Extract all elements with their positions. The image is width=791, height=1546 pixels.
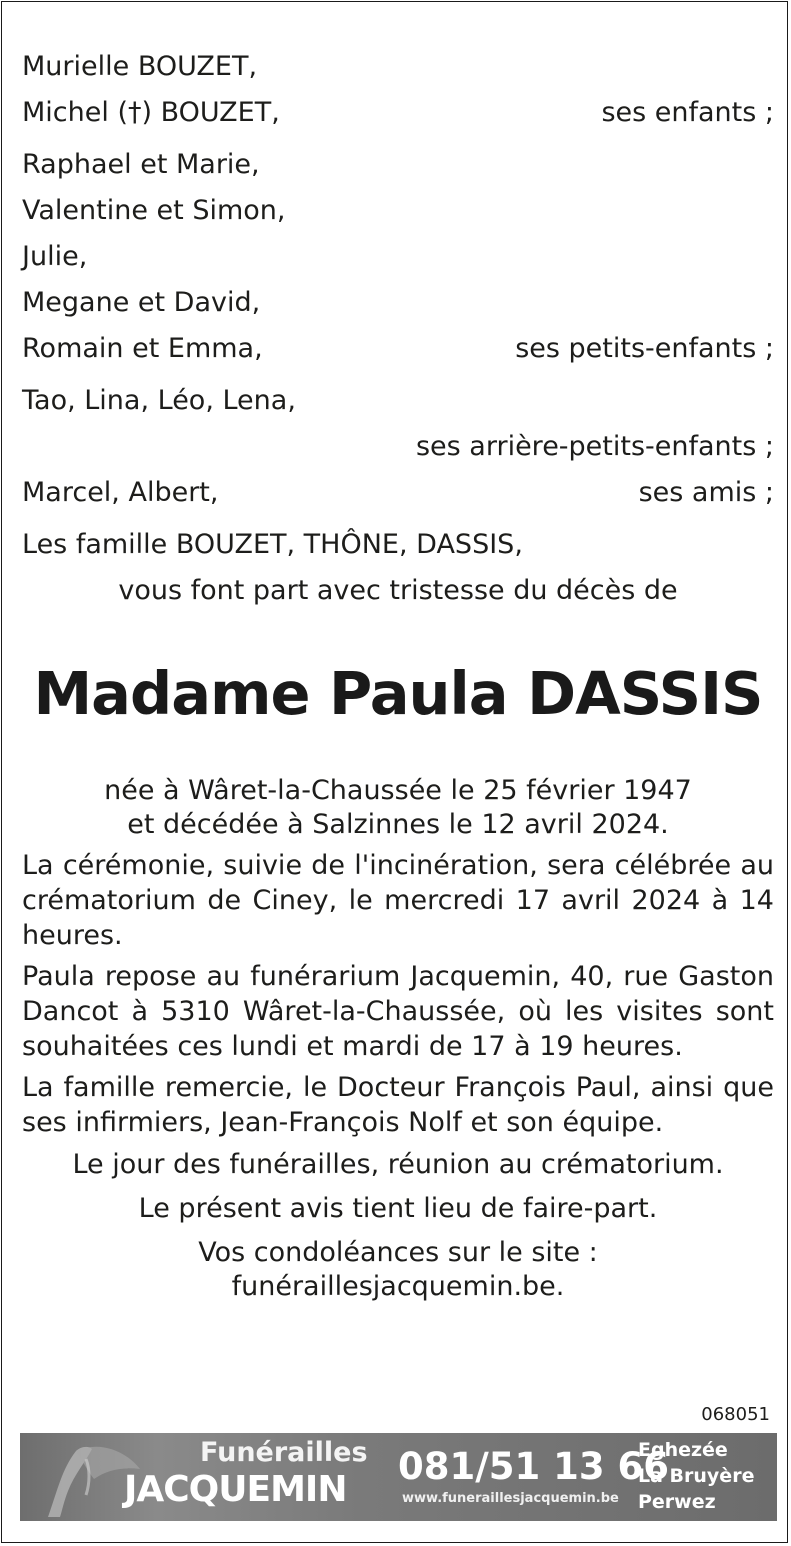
- thanks-paragraph: La famille remercie, le Docteur François Paul, ainsi que ses infirmiers, Jean-François Nolf et son équipe.: [22, 1072, 774, 1138]
- funeral-home-banner: [20, 1433, 777, 1521]
- grandchild-line: [22, 142, 774, 188]
- grandchild-name: Romain et Emma,: [22, 333, 263, 364]
- friends-role: ses amis ;: [638, 477, 774, 508]
- repose-paragraph: Paula repose au funérarium Jacquemin, 40, rue Gaston Dancot à 5310 Wâret-la-Chaussée, où les visites sont souhaitées ces lundi et mardi de 17 à 19 heures.: [22, 961, 774, 1062]
- death-line: et décédée à Salzinnes le 12 avril 2024.: [127, 809, 669, 840]
- grandchild-line: [22, 234, 774, 280]
- great-grandchild-line: [22, 378, 774, 424]
- grandchild-line: [22, 188, 774, 234]
- friends-names: Marcel, Albert,: [22, 477, 219, 508]
- condolences-site: funéraillesjacquemin.be.: [231, 1271, 565, 1302]
- location-perwez: Perwez: [638, 1491, 716, 1513]
- grandchild-name: Megane et David,: [22, 287, 261, 318]
- families-line: [22, 522, 774, 568]
- condolences-line: Vos condoléances sur le site :: [198, 1237, 598, 1268]
- great-grandchild-names: Tao, Lina, Léo, Lena,: [22, 385, 296, 416]
- grandchild-line: [22, 280, 774, 326]
- phone-number: 081/51 13 66: [398, 1445, 669, 1488]
- grandchild-name: Julie,: [22, 241, 88, 272]
- location-la-bruyere: La Bruyère: [638, 1465, 755, 1487]
- grandchild-name: Valentine et Simon,: [22, 195, 286, 226]
- location-eghezee: Eghezée: [638, 1439, 728, 1461]
- friends-line: [22, 470, 774, 516]
- meeting-line: Le jour des funérailles, réunion au crématorium.: [72, 1149, 724, 1180]
- great-grandchildren-block: [22, 378, 774, 470]
- child-name: Michel (†) BOUZET,: [22, 97, 280, 128]
- website-link[interactable]: www.funeraillesjacquemin.be: [402, 1491, 619, 1506]
- families-names: Les famille BOUZET, THÔNE, DASSIS,: [22, 529, 523, 560]
- deceased-name: Madame Paula DASSIS: [33, 659, 763, 728]
- children-line-2: [22, 90, 774, 136]
- grandchild-line: [22, 326, 774, 372]
- announcement: vous font part avec tristesse du décès de: [118, 575, 678, 606]
- children-line-1: [22, 44, 774, 90]
- great-grandchildren-role: ses arrière-petits-enfants ;: [415, 431, 774, 462]
- reference-number: 068051: [701, 1404, 770, 1425]
- brand-name: JACQUEMIN: [124, 1469, 347, 1510]
- ceremony-paragraph: La cérémonie, suivie de l'incinération, sera célébrée au crématorium de Ciney, le mercredi 17 avril 2024 à 14 heures.: [22, 850, 774, 951]
- notice-line: Le présent avis tient lieu de faire-part.: [138, 1193, 658, 1224]
- child-name: Murielle BOUZET,: [22, 51, 258, 82]
- birth-line: née à Wâret-la-Chaussée le 25 février 1947: [104, 775, 692, 806]
- children-role: ses enfants ;: [601, 97, 774, 128]
- grandchildren-block: [22, 142, 774, 372]
- grandchild-name: Raphael et Marie,: [22, 149, 260, 180]
- brand-top-text: Funérailles: [200, 1437, 368, 1468]
- grandchildren-role: ses petits-enfants ;: [515, 333, 774, 364]
- obituary-body: [22, 44, 774, 1304]
- locations: [638, 1437, 754, 1515]
- obituary-notice: [1, 1, 788, 1543]
